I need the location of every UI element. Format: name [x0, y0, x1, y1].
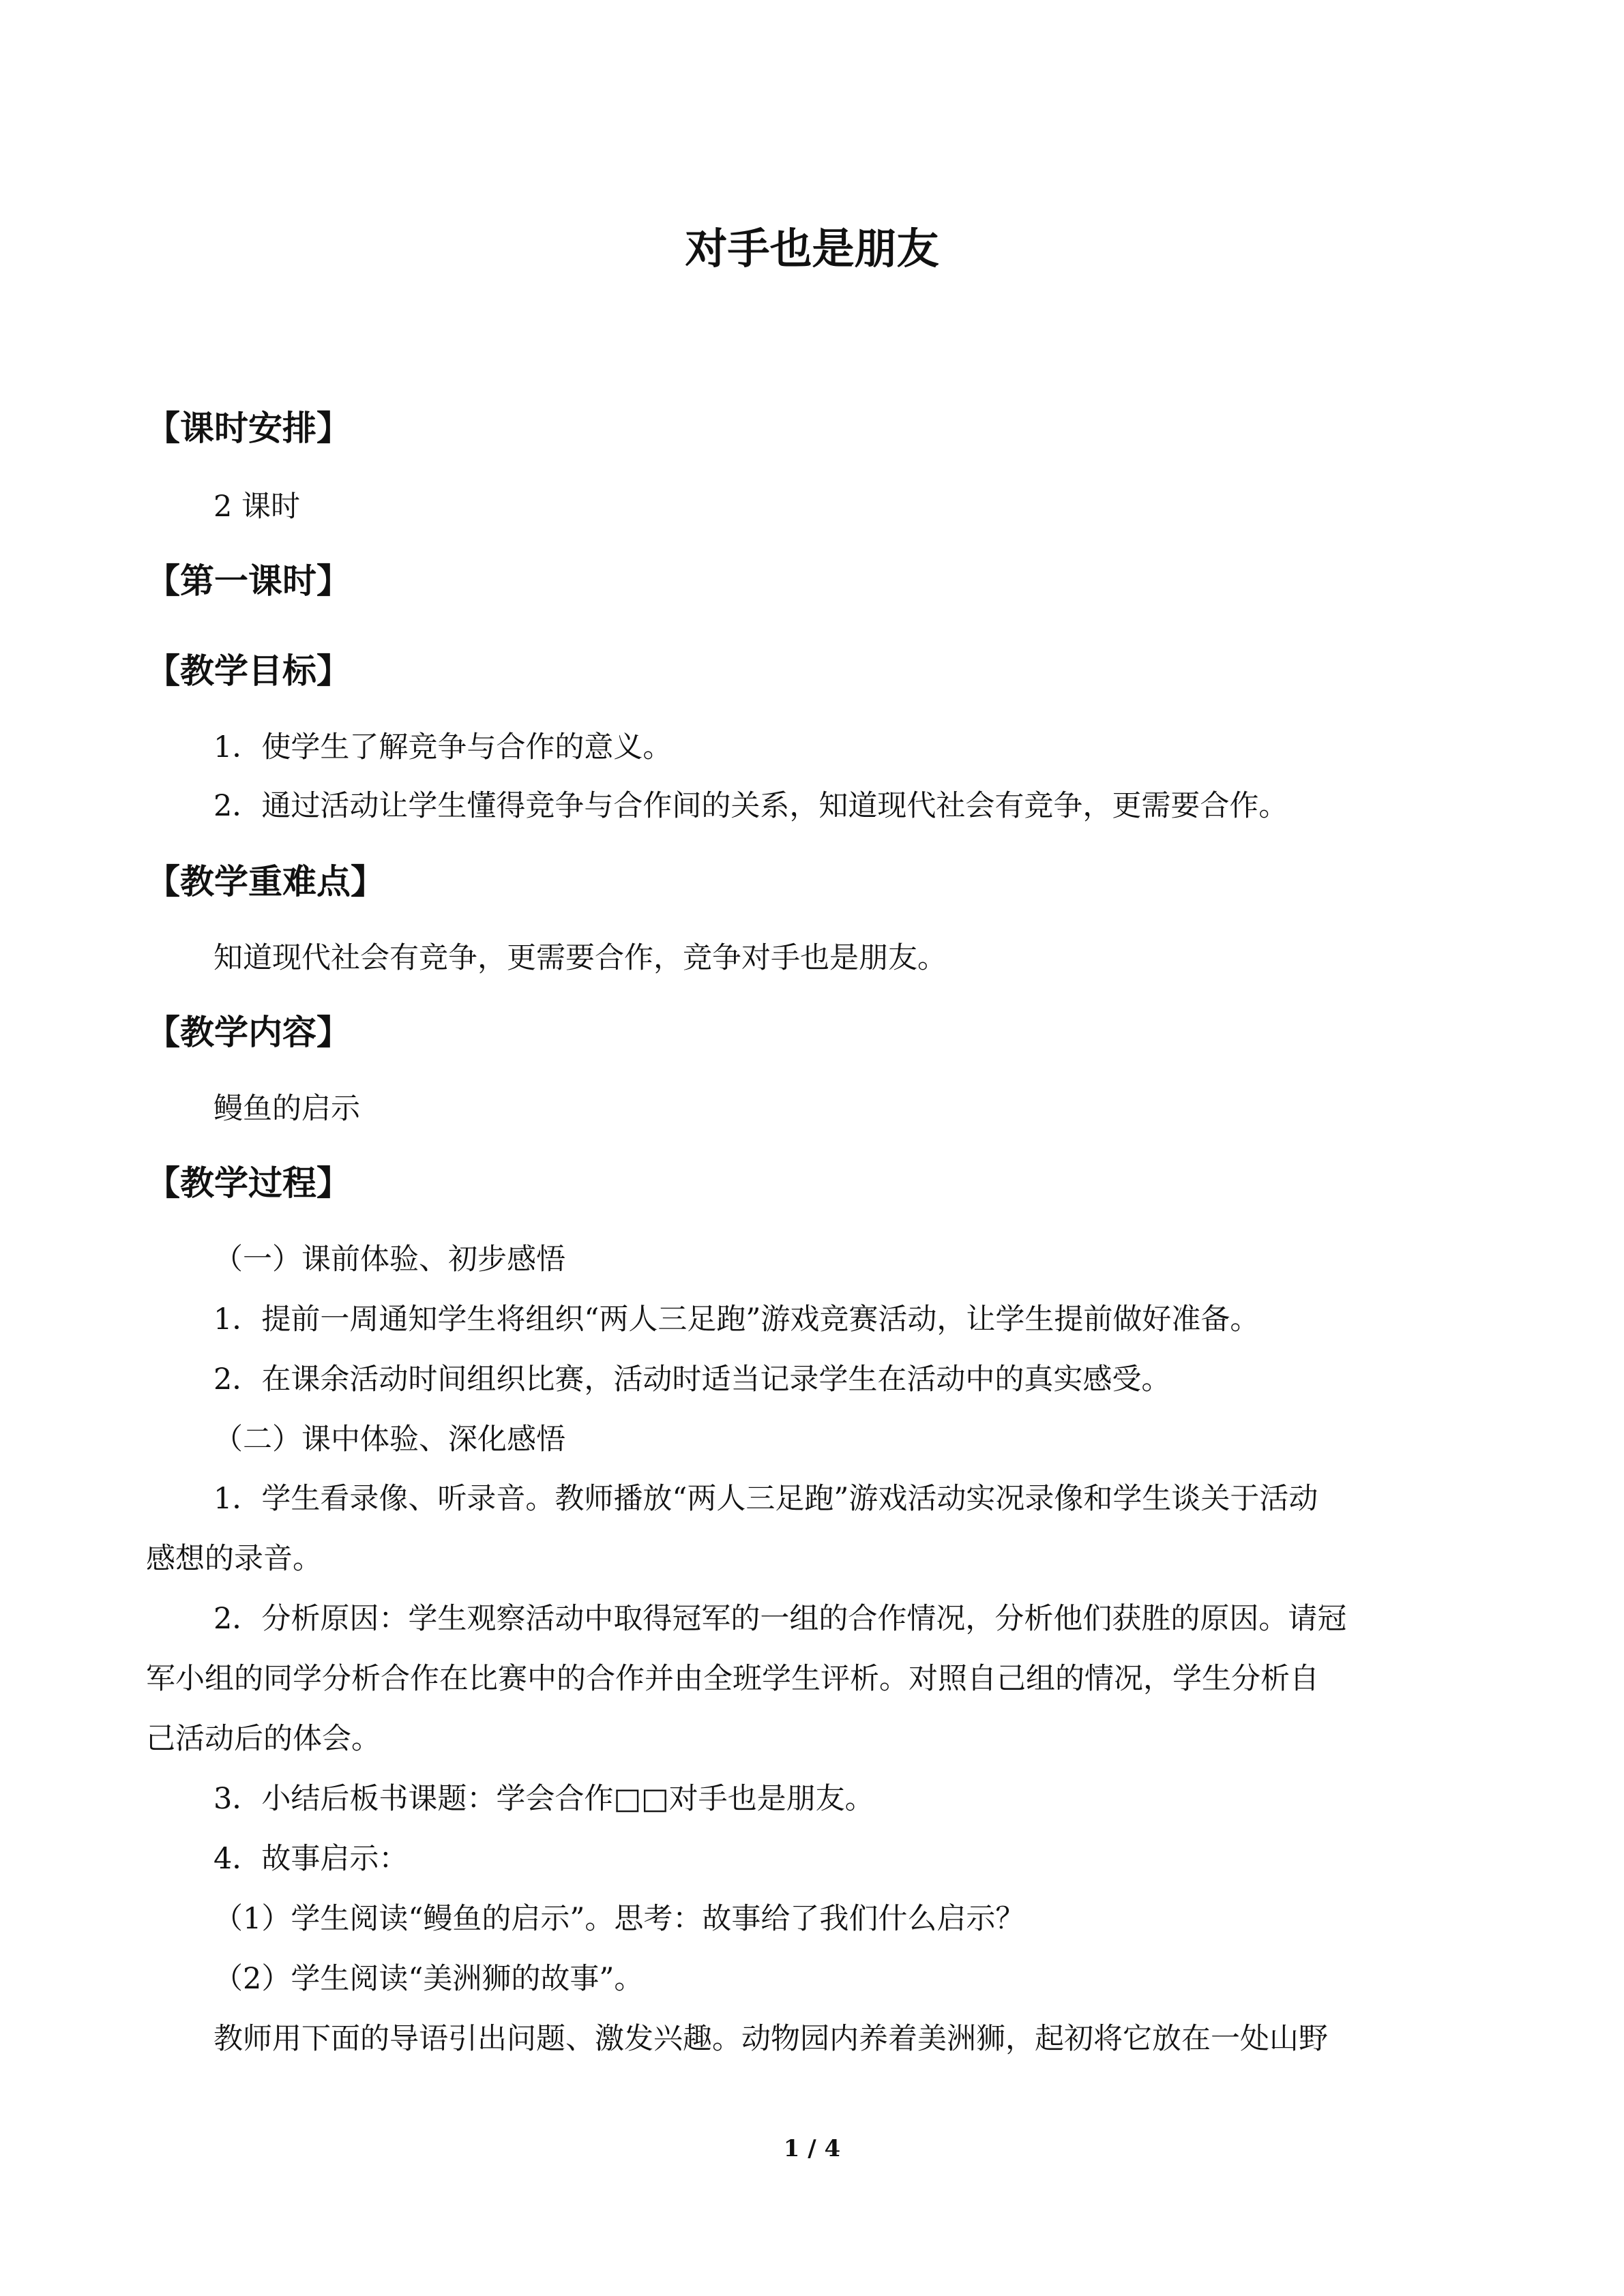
- heading-schedule: 【课时安排】: [146, 408, 351, 448]
- heading-goals: 【教学目标】: [146, 651, 351, 691]
- text-process-11: 教师用下面的导语引出问题、激发兴趣。动物园内养着美洲狮，起初将它放在一处山野: [213, 2022, 1328, 2056]
- text-process-3: 2．在课余活动时间组织比赛，活动时适当记录学生在活动中的真实感受。: [213, 1362, 1171, 1397]
- text-process-2: 1．提前一周通知学生将组织“两人三足跑”游戏竞赛活动，让学生提前做好准备。: [213, 1302, 1260, 1337]
- text-process-9: （1）学生阅读“鳗鱼的启示”。思考：故事给了我们什么启示？: [213, 1902, 1025, 1936]
- text-process-10: （2）学生阅读“美洲狮的故事”。: [213, 1962, 644, 1996]
- text-process-4: （二）课中体验、深化感悟: [213, 1422, 565, 1457]
- text-process-8: 4．故事启示：: [213, 1842, 409, 1876]
- heading-process: 【教学过程】: [146, 1163, 351, 1203]
- text-goal-2: 2．通过活动让学生懂得竞争与合作间的关系，知道现代社会有竞争，更需要合作。: [213, 789, 1288, 823]
- text-process-5a: 1．学生看录像、听录音。教师播放“两人三足跑”游戏活动实况录像和学生谈关于活动: [213, 1482, 1318, 1516]
- text-process-7: 3．小结后板书课题：学会合作□□对手也是朋友。: [213, 1782, 874, 1816]
- heading-content: 【教学内容】: [146, 1013, 351, 1052]
- text-goal-1: 1．使学生了解竞争与合作的意义。: [213, 730, 673, 764]
- text-process-5b: 感想的录音。: [146, 1542, 322, 1576]
- text-process-6c: 己活动后的体会。: [146, 1722, 381, 1756]
- text-key-points: 知道现代社会有竞争，更需要合作，竞争对手也是朋友。: [213, 941, 947, 975]
- text-schedule: 2 课时: [213, 490, 301, 524]
- page-title: 对手也是朋友: [685, 224, 939, 273]
- text-process-1: （一）课前体验、初步感悟: [213, 1242, 565, 1277]
- text-process-6b: 军小组的同学分析合作在比赛中的合作并由全班学生评析。对照自己组的情况，学生分析自: [146, 1662, 1319, 1696]
- heading-lesson1: 【第一课时】: [146, 561, 351, 601]
- text-process-6a: 2．分析原因：学生观察活动中取得冠军的一组的合作情况，分析他们获胜的原因。请冠: [213, 1602, 1347, 1636]
- text-content: 鳗鱼的启示: [213, 1092, 360, 1126]
- page-number: 1 / 4: [783, 2135, 841, 2162]
- heading-key-points: 【教学重难点】: [146, 862, 385, 901]
